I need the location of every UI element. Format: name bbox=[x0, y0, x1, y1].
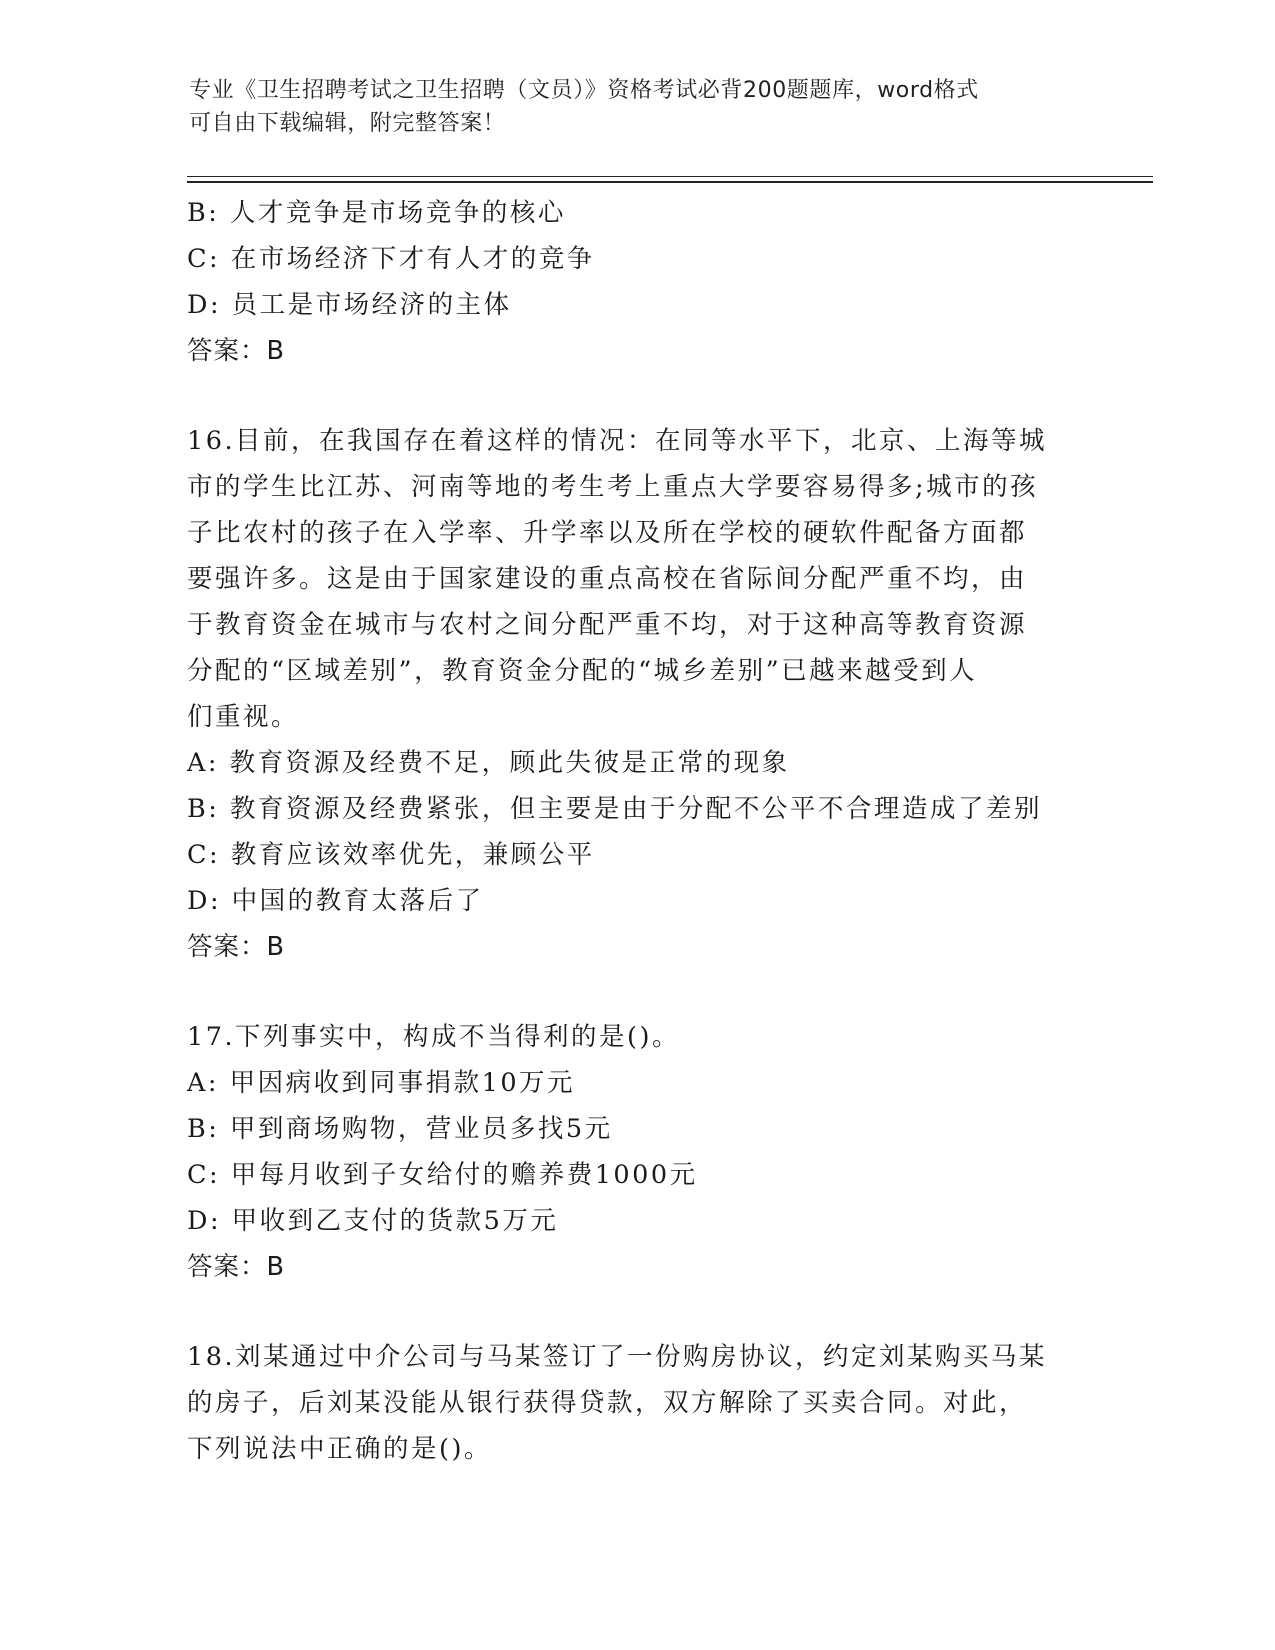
answer-line: 答案：B bbox=[187, 336, 285, 366]
question-text-line: 17.下列事实中，构成不当得利的是()。 bbox=[187, 1022, 680, 1052]
question-17 bbox=[187, 1014, 1087, 1290]
option-d: D: 员工是市场经济的主体 bbox=[187, 290, 512, 320]
header-divider-thick bbox=[187, 181, 1153, 183]
header-divider-thin bbox=[187, 176, 1153, 177]
option-a: A: 甲因病收到同事捐款10万元 bbox=[187, 1068, 576, 1098]
option-a: A: 教育资源及经费不足，顾此失彼是正常的现象 bbox=[187, 748, 790, 778]
option-c: C: 在市场经济下才有人才的竞争 bbox=[187, 244, 595, 274]
header-line-2: 可自由下载编辑，附完整答案！ bbox=[189, 111, 506, 136]
question-text-line: 分配的“区域差别”，教育资金分配的“城乡差别”已越来越受到人 bbox=[187, 656, 978, 686]
option-d: D: 中国的教育太落后了 bbox=[187, 886, 484, 916]
question-text-line: 16.目前，在我国存在着这样的情况：在同等水平下，北京、上海等城 bbox=[187, 426, 1048, 456]
option-b: B: 教育资源及经费紧张，但主要是由于分配不公平不合理造成了差别 bbox=[187, 794, 1042, 824]
question-text-line: 要强许多。这是由于国家建设的重点高校在省际间分配严重不均，由 bbox=[187, 564, 1028, 594]
question-text-line: 的房子，后刘某没能从银行获得贷款，双方解除了买卖合同。对此， bbox=[187, 1388, 1028, 1418]
document-body bbox=[187, 190, 1087, 1472]
question-text-line: 市的学生比江苏、河南等地的考生考上重点大学要容易得多;城市的孩 bbox=[187, 472, 1039, 502]
option-c: C: 甲每月收到子女给付的赡养费1000元 bbox=[187, 1160, 698, 1190]
option-b: B: 人才竞争是市场竞争的核心 bbox=[187, 198, 566, 228]
header-line-1: 专业《卫生招聘考试之卫生招聘（文员）》资格考试必背200题题库，word格式 bbox=[189, 78, 979, 103]
question-15-continued bbox=[187, 190, 1087, 374]
answer-line: 答案：B bbox=[187, 932, 285, 962]
question-text-line: 下列说法中正确的是()。 bbox=[187, 1434, 492, 1464]
question-text-line: 18.刘某通过中介公司与马某签订了一份购房协议，约定刘某购买马某 bbox=[187, 1342, 1048, 1372]
answer-line: 答案：B bbox=[187, 1252, 285, 1282]
document-header bbox=[189, 74, 1089, 140]
question-text-line: 于教育资金在城市与农村之间分配严重不均，对于这种高等教育资源 bbox=[187, 610, 1028, 640]
option-c: C: 教育应该效率优先，兼顾公平 bbox=[187, 840, 595, 870]
option-d: D: 甲收到乙支付的货款5万元 bbox=[187, 1206, 559, 1236]
question-text-line: 们重视。 bbox=[187, 702, 300, 732]
question-18 bbox=[187, 1334, 1087, 1472]
question-16 bbox=[187, 418, 1087, 970]
option-b: B: 甲到商场购物，营业员多找5元 bbox=[187, 1114, 613, 1144]
question-text-line: 子比农村的孩子在入学率、升学率以及所在学校的硬软件配备方面都 bbox=[187, 518, 1028, 548]
